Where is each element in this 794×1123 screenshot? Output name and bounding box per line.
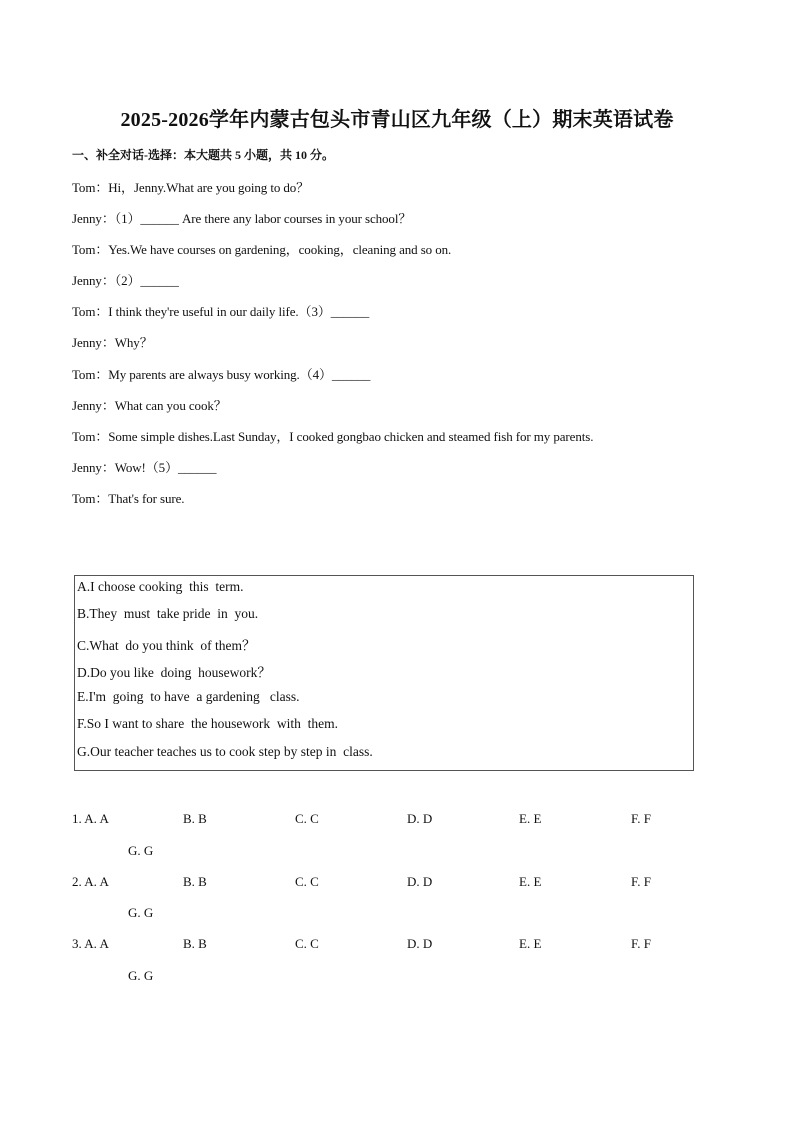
choice-f[interactable]: F. F [631,811,651,826]
dialogue-line: Jenny：Why？ [72,335,153,350]
choice-e[interactable]: E. E [519,811,542,826]
choice-f[interactable]: F. F [631,874,651,889]
dialogue-line: Tom：That's for sure. [72,491,185,506]
option-d: D.Do you like doing housework？ [77,665,271,680]
question-2 [0,874,794,920]
choice-e[interactable]: E. E [519,936,542,951]
section-heading: 一、补全对话-选择：本大题共 5 小题，共 10 分。 [72,148,334,162]
question-3 [0,936,794,983]
choice-c[interactable]: C. C [295,936,319,951]
choice-a[interactable]: 3. A. A [72,936,109,951]
choice-g[interactable]: G. G [128,843,154,858]
dialogue-line: Jenny：Wow!（5）______ [72,460,217,475]
choice-d[interactable]: D. D [407,811,433,826]
option-a: A.I choose cooking this term. [77,579,244,594]
choice-g[interactable]: G. G [128,968,154,983]
choice-f[interactable]: F. F [631,936,651,951]
choice-c[interactable]: C. C [295,811,319,826]
choice-b[interactable]: B. B [183,936,207,951]
option-f: F.So I want to share the housework with them. [77,716,339,731]
choice-d[interactable]: D. D [407,874,433,889]
choice-c[interactable]: C. C [295,874,319,889]
question-1 [0,811,794,858]
choice-d[interactable]: D. D [407,936,433,951]
dialogue-line: Jenny：What can you cook？ [72,398,227,413]
option-g: G.Our teacher teaches us to cook step by step in class. [77,744,373,759]
exam-title: 2025-2026学年内蒙古包头市青山区九年级（上）期末英语试卷 [120,109,674,131]
choice-b[interactable]: B. B [183,874,207,889]
dialogue-line: Tom：My parents are always busy working.（4）______ [72,367,371,382]
choice-a[interactable]: 1. A. A [72,811,109,826]
option-c: C.What do you think of them？ [77,638,256,653]
choice-e[interactable]: E. E [519,874,542,889]
choice-a[interactable]: 2. A. A [72,874,109,889]
option-e: E.I'm going to have a gardening class. [77,689,300,704]
choice-g[interactable]: G. G [128,905,154,920]
dialogue-line: Jenny：（2）______ [72,273,179,288]
dialogue-line: Tom：I think they're useful in our daily life.（3）______ [72,304,370,319]
dialogue-line: Tom：Some simple dishes.Last Sunday，I cooked gongbao chicken and steamed fish for my parents. [72,429,594,444]
dialogue-line: Tom：Hi，Jenny.What are you going to do？ [72,180,310,195]
dialogue-line: Jenny：（1）______ Are there any labor courses in your school？ [72,211,412,226]
options-box [74,575,694,771]
choice-b[interactable]: B. B [183,811,207,826]
option-b: B.They must take pride in you. [77,606,259,621]
dialogue-line: Tom：Yes.We have courses on gardening，cooking，cleaning and so on. [72,242,452,257]
